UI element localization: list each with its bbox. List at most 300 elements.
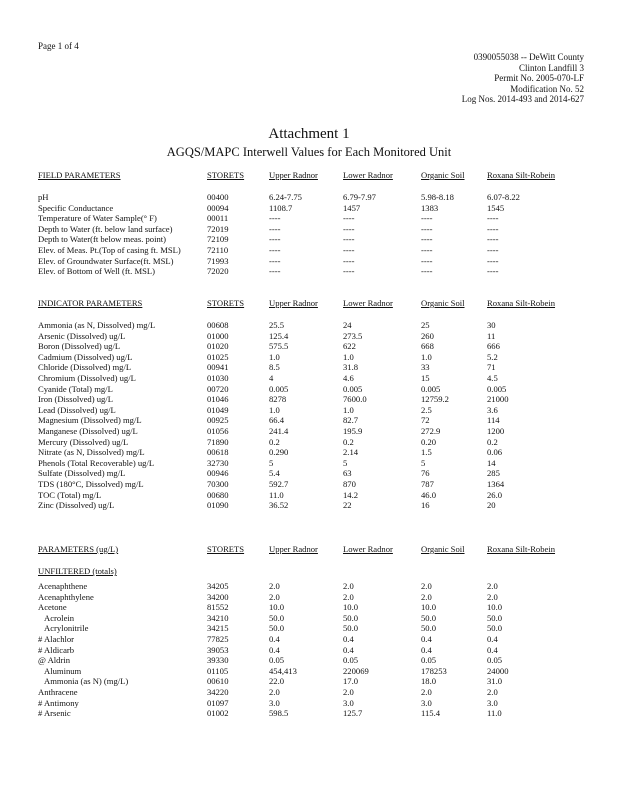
upper-radnor-cell: 22.0 (269, 676, 285, 687)
table-row (38, 623, 598, 634)
organic-soil-cell: 25 (421, 320, 430, 330)
organic-soil-cell: 2.0 (421, 581, 432, 591)
organic-soil-cell: 260 (421, 330, 434, 341)
table-row (38, 447, 598, 458)
upper-radnor-cell: 1.0 (269, 351, 280, 362)
parameter-cell: TDS (180°C, Dissolved) mg/L (38, 478, 144, 489)
storet-cell: 71890 (207, 436, 229, 447)
lower-radnor-cell: 0.005 (343, 383, 363, 394)
parameter-cell: Acenaphthylene (38, 591, 94, 602)
roxana-silt-robein-cell: ---- (487, 234, 499, 245)
storet-cell: 00618 (207, 447, 229, 458)
organic-soil-cell: 12759.2 (421, 394, 449, 405)
column-header: STORETS (207, 544, 245, 554)
document-subtitle: AGQS/MAPC Interwell Values for Each Monitored Unit (166, 145, 452, 159)
storet-cell: 00610 (207, 676, 229, 687)
storet-cell: 34205 (207, 581, 229, 591)
organic-soil-cell: ---- (421, 223, 433, 234)
storet-cell: 01056 (207, 425, 229, 436)
document-header (462, 52, 584, 105)
parameter-cell: Elev. of Groundwater Surface(ft. MSL) (38, 255, 174, 266)
upper-radnor-cell: 50.0 (269, 623, 285, 634)
storet-cell: 01020 (207, 341, 229, 352)
table-header-row (38, 170, 598, 182)
storet-cell: 00941 (207, 362, 229, 373)
column-header: Roxana Silt-Robein (487, 544, 556, 554)
header-line: Permit No. 2005-070-LF (494, 73, 584, 83)
column-header: STORETS (207, 298, 245, 308)
upper-radnor-cell: 8278 (269, 394, 287, 405)
roxana-silt-robein-cell: 24000 (487, 665, 509, 676)
roxana-silt-robein-cell: 0.005 (487, 383, 507, 394)
upper-radnor-cell: 25.5 (269, 320, 285, 330)
storet-cell: 00720 (207, 383, 229, 394)
storet-cell: 01049 (207, 404, 229, 415)
storet-cell: 01030 (207, 372, 229, 383)
storet-cell: 01046 (207, 394, 229, 405)
lower-radnor-cell: 82.7 (343, 415, 359, 426)
parameter-cell: Sulfate (Dissolved) mg/L (38, 468, 126, 479)
parameter-cell: TOC (Total) mg/L (38, 489, 102, 500)
table-row (38, 245, 598, 256)
column-header: Upper Radnor (269, 298, 318, 308)
parameter-cell: # Aldicarb (38, 644, 75, 655)
column-header: Organic Soil (421, 298, 465, 308)
organic-soil-cell: 1.5 (421, 447, 432, 458)
header-line: 0390055038 -- DeWitt County (473, 52, 584, 62)
organic-soil-cell: 10.0 (421, 602, 437, 613)
organic-soil-cell: 0.4 (421, 644, 432, 655)
lower-radnor-cell: ---- (343, 223, 355, 234)
upper-radnor-cell: 1.0 (269, 404, 280, 415)
table-row (38, 708, 598, 719)
table-row (38, 341, 598, 352)
upper-radnor-cell: 66.4 (269, 415, 285, 426)
upper-radnor-cell: 575.5 (269, 341, 289, 352)
table-row (38, 426, 598, 437)
storet-cell: 39330 (207, 655, 229, 666)
upper-radnor-cell: 6.24-7.75 (269, 192, 302, 202)
table-row (38, 394, 598, 405)
roxana-silt-robein-cell: 11.0 (487, 708, 502, 719)
upper-radnor-cell: ---- (269, 234, 281, 245)
organic-soil-cell: 46.0 (421, 489, 437, 500)
roxana-silt-robein-cell: 30 (487, 320, 496, 330)
parameter-cell: # Arsenic (38, 708, 71, 719)
lower-radnor-cell: ---- (343, 255, 355, 266)
parameter-cell: Iron (Dissolved) ug/L (38, 394, 113, 405)
organic-soil-cell: 0.20 (421, 436, 437, 447)
lower-radnor-cell: ---- (343, 213, 355, 224)
lower-radnor-cell: 50.0 (343, 623, 359, 634)
page-number: Page 1 of 4 (38, 41, 79, 51)
roxana-silt-robein-cell: 285 (487, 468, 500, 479)
storet-cell: 81552 (207, 602, 229, 613)
roxana-silt-robein-cell: 14 (487, 457, 496, 468)
upper-radnor-cell: 0.4 (269, 644, 280, 655)
storet-cell: 72019 (207, 223, 229, 234)
lower-radnor-cell: 50.0 (343, 612, 359, 623)
parameter-cell: Chromium (Dissolved) ug/L (38, 372, 136, 383)
storet-cell: 34215 (207, 623, 229, 634)
table-header-row (38, 544, 598, 556)
parameter-cell: Cyanide (Total) mg/L (38, 383, 113, 394)
table-row (38, 500, 598, 511)
organic-soil-cell: 50.0 (421, 612, 437, 623)
table-row (38, 203, 598, 214)
storet-cell: 72109 (207, 234, 229, 245)
lower-radnor-cell: 2.0 (343, 686, 354, 697)
column-header: Upper Radnor (269, 544, 318, 554)
parameter-cell: Anthracene (38, 686, 78, 697)
roxana-silt-robein-cell: 2.0 (487, 686, 498, 697)
table-row (38, 213, 598, 224)
parameter-cell: Acenaphthene (38, 581, 88, 591)
lower-radnor-cell: 24 (343, 320, 352, 330)
column-header: STORETS (207, 170, 245, 180)
parameter-cell: # Alachlor (38, 633, 75, 644)
column-header: Lower Radnor (343, 298, 393, 308)
lower-radnor-cell: 31.8 (343, 362, 359, 373)
roxana-silt-robein-cell: 21000 (487, 394, 509, 405)
storet-cell: 34220 (207, 686, 229, 697)
upper-radnor-cell: 241.4 (269, 425, 289, 436)
organic-soil-cell: 33 (421, 362, 430, 373)
roxana-silt-robein-cell: 20 (487, 500, 496, 511)
lower-radnor-cell: 273.5 (343, 330, 363, 341)
parameter-cell: Acrolein (44, 612, 75, 623)
table-header-row (38, 298, 598, 310)
header-line: Modification No. 52 (510, 83, 584, 94)
table-row (38, 634, 598, 645)
parameter-cell: Specific Conductance (38, 202, 114, 213)
storet-cell: 72110 (207, 244, 229, 255)
parameter-cell: Phenols (Total Recoverable) ug/L (38, 457, 155, 468)
roxana-silt-robein-cell: 666 (487, 341, 500, 352)
roxana-silt-robein-cell: 2.0 (487, 591, 498, 602)
storet-cell: 39053 (207, 644, 229, 655)
roxana-silt-robein-cell: 71 (487, 362, 496, 373)
table-row (38, 362, 598, 373)
organic-soil-cell: 0.05 (421, 655, 437, 666)
lower-radnor-cell: 4.6 (343, 372, 354, 383)
lower-radnor-cell: 10.0 (343, 602, 359, 613)
storet-cell: 70300 (207, 478, 229, 489)
indicator-parameters-table (38, 298, 598, 511)
parameter-cell: Cadmium (Dissolved) ug/L (38, 351, 133, 362)
upper-radnor-cell: 2.0 (269, 581, 280, 591)
lower-radnor-cell: ---- (343, 266, 355, 277)
parameter-cell: Temperature of Water Sample(° F) (38, 213, 157, 224)
organic-soil-cell: 18.0 (421, 676, 437, 687)
table-row (38, 224, 598, 235)
roxana-silt-robein-cell: 0.05 (487, 655, 503, 666)
lower-radnor-cell: 1457 (343, 202, 361, 213)
organic-soil-cell: 5 (421, 457, 426, 468)
organic-soil-cell: 3.0 (421, 697, 432, 708)
upper-radnor-cell: 0.2 (269, 436, 280, 447)
lower-radnor-cell: 0.05 (343, 655, 359, 666)
table-row (38, 592, 598, 603)
organic-soil-cell: 0.005 (421, 383, 441, 394)
roxana-silt-robein-cell: 6.07-8.22 (487, 192, 520, 202)
table-row (38, 256, 598, 267)
upper-radnor-cell: 50.0 (269, 612, 285, 623)
parameter-cell: Magnesium (Dissolved) mg/L (38, 415, 142, 426)
table-row (38, 687, 598, 698)
parameter-cell: Zinc (Dissolved) ug/L (38, 500, 115, 511)
roxana-silt-robein-cell: 26.0 (487, 489, 503, 500)
upper-radnor-cell: 5.4 (269, 468, 280, 479)
parameter-cell: Ammonia (as N) (mg/L) (44, 676, 129, 687)
roxana-silt-robein-cell: 1364 (487, 478, 505, 489)
organic-soil-cell: 72 (421, 415, 430, 426)
parameter-cell: Acetone (38, 602, 67, 613)
table-row (38, 602, 598, 613)
upper-radnor-cell: 0.290 (269, 447, 289, 458)
organic-soil-cell: 16 (421, 500, 430, 511)
table-row (38, 458, 598, 469)
lower-radnor-cell: 0.4 (343, 644, 354, 655)
roxana-silt-robein-cell: ---- (487, 223, 499, 234)
organic-soil-cell: 15 (421, 372, 430, 383)
upper-radnor-cell: ---- (269, 223, 281, 234)
upper-radnor-cell: ---- (269, 255, 281, 266)
lower-radnor-cell: 1.0 (343, 404, 354, 415)
organic-soil-cell: 5.98-8.18 (421, 192, 454, 202)
storet-cell: 71993 (207, 255, 229, 266)
organic-soil-cell: ---- (421, 255, 433, 266)
storet-cell: 01105 (207, 665, 229, 676)
storet-cell: 00094 (207, 202, 229, 213)
table-row (38, 234, 598, 245)
table-row (38, 645, 598, 656)
parameter-cell: Ammonia (as N, Dissolved) mg/L (38, 320, 156, 330)
roxana-silt-robein-cell: 1200 (487, 425, 505, 436)
column-header: Lower Radnor (343, 170, 393, 180)
organic-soil-cell: ---- (421, 266, 433, 277)
table-row (38, 666, 598, 677)
lower-radnor-cell: 7600.0 (343, 394, 367, 405)
storet-cell: 01000 (207, 330, 229, 341)
storet-cell: 00925 (207, 415, 229, 426)
table-body (38, 581, 598, 719)
roxana-silt-robein-cell: 0.4 (487, 633, 498, 644)
lower-radnor-cell: 3.0 (343, 697, 354, 708)
parameter-cell: Mercury (Dissolved) ug/L (38, 436, 129, 447)
lower-radnor-cell: 14.2 (343, 489, 359, 500)
upper-radnor-cell: 8.5 (269, 362, 280, 373)
organic-soil-cell: 76 (421, 468, 430, 479)
header-line: Clinton Landfill 3 (519, 62, 584, 73)
roxana-silt-robein-cell: ---- (487, 266, 499, 277)
upper-radnor-cell: 0.4 (269, 633, 280, 644)
parameter-cell: pH (38, 192, 49, 202)
table-row (38, 698, 598, 709)
table-row (38, 581, 598, 592)
lower-radnor-cell: 870 (343, 478, 356, 489)
parameter-cell: Arsenic (Dissolved) ug/L (38, 330, 126, 341)
parameter-cell: @ Aldrin (38, 655, 71, 666)
organic-soil-cell: 2.0 (421, 686, 432, 697)
storet-cell: 72020 (207, 266, 229, 277)
table-row (38, 490, 598, 501)
roxana-silt-robein-cell: ---- (487, 213, 499, 224)
parameter-cell: Depth to Water(ft below meas. point) (38, 234, 167, 245)
upper-radnor-cell: 4 (269, 372, 274, 383)
storet-cell: 00608 (207, 320, 229, 330)
lower-radnor-cell: 220069 (343, 665, 369, 676)
table-row (38, 331, 598, 342)
table-row (38, 266, 598, 277)
lower-radnor-cell: 5 (343, 457, 348, 468)
organic-soil-cell: 787 (421, 478, 434, 489)
column-header: Lower Radnor (343, 544, 393, 554)
upper-radnor-cell: 11.0 (269, 489, 284, 500)
table-row (38, 373, 598, 384)
parameter-cell: Elev. of Bottom of Well (ft. MSL) (38, 266, 155, 277)
roxana-silt-robein-cell: ---- (487, 255, 499, 266)
column-header: PARAMETERS (ug/L) (38, 544, 119, 554)
roxana-silt-robein-cell: 0.4 (487, 644, 498, 655)
organic-soil-cell: 272.9 (421, 425, 441, 436)
upper-radnor-cell: 454,413 (269, 665, 297, 676)
upper-radnor-cell: 10.0 (269, 602, 285, 613)
parameter-cell: Manganese (Dissolved) ug/L (38, 425, 138, 436)
table-row (38, 320, 598, 331)
organic-soil-cell: 1.0 (421, 351, 432, 362)
parameter-cell: Depth to Water (ft. below land surface) (38, 223, 173, 234)
upper-radnor-cell: 598.5 (269, 708, 289, 719)
upper-radnor-cell: 1108.7 (269, 202, 293, 213)
storet-cell: 00946 (207, 468, 229, 479)
parameter-cell: # Antimony (38, 697, 79, 708)
lower-radnor-cell: 2.0 (343, 581, 354, 591)
roxana-silt-robein-cell: 11 (487, 330, 496, 341)
organic-soil-cell: 2.0 (421, 591, 432, 602)
organic-soil-cell: 178253 (421, 665, 447, 676)
storet-cell: 00680 (207, 489, 229, 500)
table-row (38, 384, 598, 395)
lower-radnor-cell: 125.7 (343, 708, 363, 719)
lower-radnor-cell: 0.4 (343, 633, 354, 644)
document-title: Attachment 1 (268, 126, 350, 142)
roxana-silt-robein-cell: 3.6 (487, 404, 498, 415)
lower-radnor-cell: 63 (343, 468, 352, 479)
organic-soil-cell: 668 (421, 341, 434, 352)
parameter-cell: Elev. of Meas. Pt.(Top of casing ft. MSL) (38, 244, 181, 255)
roxana-silt-robein-cell: 31.0 (487, 676, 503, 687)
organic-soil-cell: ---- (421, 213, 433, 224)
roxana-silt-robein-cell: 5.2 (487, 351, 498, 362)
lower-radnor-cell: 195.9 (343, 425, 363, 436)
column-header: INDICATOR PARAMETERS (38, 298, 143, 308)
lower-radnor-cell: 1.0 (343, 351, 354, 362)
lower-radnor-cell: 22 (343, 500, 352, 511)
table-row (38, 613, 598, 624)
upper-radnor-cell: 125.4 (269, 330, 289, 341)
table-row (38, 415, 598, 426)
upper-radnor-cell: 5 (269, 457, 274, 468)
parameter-cell: Chloride (Dissolved) mg/L (38, 362, 132, 373)
lower-radnor-cell: 2.14 (343, 447, 359, 458)
lower-radnor-cell: 17.0 (343, 676, 359, 687)
table-row (38, 468, 598, 479)
table-row (38, 676, 598, 687)
upper-radnor-cell: 36.52 (269, 500, 289, 511)
lower-radnor-cell: 622 (343, 341, 356, 352)
organic-soil-cell: 115.4 (421, 708, 441, 719)
column-header: Organic Soil (421, 544, 465, 554)
table-row (38, 352, 598, 363)
parameter-cell: Boron (Dissolved) ug/L (38, 341, 121, 352)
roxana-silt-robein-cell: 3.0 (487, 697, 498, 708)
header-line: Log Nos. 2014-493 and 2014-627 (461, 94, 584, 104)
roxana-silt-robein-cell: 0.06 (487, 447, 503, 458)
upper-radnor-cell: 2.0 (269, 591, 280, 602)
upper-radnor-cell: 2.0 (269, 686, 280, 697)
upper-radnor-cell: ---- (269, 213, 281, 224)
lower-radnor-cell: 6.79-7.97 (343, 192, 376, 202)
roxana-silt-robein-cell: 50.0 (487, 623, 503, 634)
storet-cell: 32730 (207, 457, 229, 468)
storet-cell: 34200 (207, 591, 229, 602)
roxana-silt-robein-cell: 4.5 (487, 372, 498, 383)
table-row (38, 437, 598, 448)
table-row (38, 655, 598, 666)
storet-cell: 34210 (207, 612, 229, 623)
roxana-silt-robein-cell: 0.2 (487, 436, 498, 447)
lower-radnor-cell: ---- (343, 244, 355, 255)
table-row (38, 405, 598, 416)
storet-cell: 00011 (207, 213, 229, 224)
organic-soil-cell: 1383 (421, 202, 439, 213)
column-header: Upper Radnor (269, 170, 318, 180)
table-body (38, 192, 598, 277)
upper-radnor-cell: ---- (269, 244, 281, 255)
column-header: Roxana Silt-Robein (487, 298, 556, 308)
storet-cell: 01002 (207, 708, 229, 719)
table-row (38, 192, 598, 203)
organic-soil-cell: ---- (421, 234, 433, 245)
organic-soil-cell: 2.5 (421, 404, 432, 415)
lower-radnor-cell: 0.2 (343, 436, 354, 447)
upper-radnor-cell: 592.7 (269, 478, 289, 489)
parameter-cell: Aluminum (44, 665, 82, 676)
parameters-table (38, 544, 598, 719)
storet-cell: 77825 (207, 633, 229, 644)
storet-cell: 01025 (207, 351, 229, 362)
parameter-cell: Lead (Dissolved) ug/L (38, 404, 116, 415)
upper-radnor-cell: 3.0 (269, 697, 280, 708)
upper-radnor-cell: 0.05 (269, 655, 285, 666)
lower-radnor-cell: 2.0 (343, 591, 354, 602)
roxana-silt-robein-cell: 50.0 (487, 612, 503, 623)
storet-cell: 01097 (207, 697, 229, 708)
unfiltered-subheader (38, 566, 598, 578)
field-parameters-table (38, 170, 598, 277)
storet-cell: 01090 (207, 500, 229, 511)
organic-soil-cell: 50.0 (421, 623, 437, 634)
parameter-cell: Nitrate (as N, Dissolved) mg/L (38, 447, 145, 458)
upper-radnor-cell: 0.005 (269, 383, 289, 394)
roxana-silt-robein-cell: ---- (487, 244, 499, 255)
parameter-cell: Acrylonitrile (44, 623, 89, 634)
organic-soil-cell: 0.4 (421, 633, 432, 644)
roxana-silt-robein-cell: 114 (487, 415, 500, 426)
lower-radnor-cell: ---- (343, 234, 355, 245)
column-header: Organic Soil (421, 170, 465, 180)
